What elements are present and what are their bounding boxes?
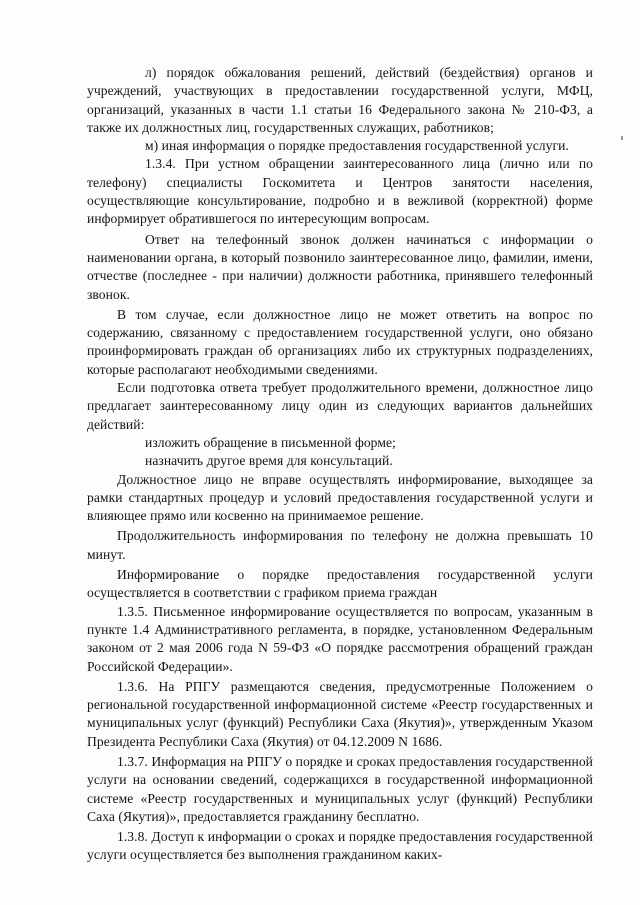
paragraph-duration: Продолжительность информирования по телефону не должна превышать 10 минут. [87,528,593,562]
paragraph-1-3-6: 1.3.6. На РПГУ размещаются сведения, предусмотренные Положением о региональной государственной информационной системе «Реестр государственных и муниципальных услуг (функций) Республики Саха (Якутия)», утвержденным Указом Президента Республики Саха (Якутия) от 04.12.2009 N 1686. [87,678,593,749]
paragraph-1-3-8: 1.3.8. Доступ к информации о сроках и порядке предоставления государственной услуги осуществляется без выполнения гражданином каких- [87,829,593,863]
paragraph-cannot-answer: В том случае, если должностное лицо не может ответить на вопрос по содержанию, связанному с предоставлением государственной услуги, оно обязано проинформировать граждан об организациях либо их структурных подразделениях, которые располагают необходимыми сведениями. [87,306,593,377]
paragraph-long-answer: Если подготовка ответа требует продолжительного времени, должностное лицо предлагает заинтересованному лицу один из следующих вариантов дальнейших действий: [87,380,593,432]
paragraph-item-m: м) иная информация о порядке предоставления государственной услуги. [145,138,569,154]
list-option-another-time: назначить другое время для консультаций. [145,453,393,469]
paragraph-item-l: л) порядок обжалования решений, действий (бездействия) органов и учреждений, участвующих в предоставлении государственной услуги, МФЦ, организаций, указанных в части 1.1 статьи 16 Федерального закона № 210-ФЗ, а также их должностных лиц, государственных служащих, работников; [87,65,593,135]
document-body [87,64,593,865]
paragraph-1-3-7: 1.3.7. Информация на РПГУ о порядке и сроках предоставления государственной услуги на основании сведений, содержащихся в государственной информационной системе «Реестр государственных и муниципальных услуг (функций) Республики Саха (Якутия)», предоставляется гражданину бесплатно. [87,753,593,824]
paragraph-restrictions: Должностное лицо не вправе осуществлять информирование, выходящее за рамки стандартных процедур и условий предоставления государственной услуги и влияющее прямо или косвенно на принимаемое решение. [87,471,593,524]
scan-artifact [621,136,623,140]
list-option-written: изложить обращение в письменной форме; [145,434,396,450]
paragraph-1-3-5: 1.3.5. Письменное информирование осуществляется по вопросам, указанным в пункте 1.4 Административного регламента, в порядке, установленном Федеральным законом от 2 мая 2006 года N 59-ФЗ «О порядке рассмотрения обращений граждан Российской Федерации». [87,603,593,674]
paragraph-phone-answer: Ответ на телефонный звонок должен начинаться с информации о наименовании органа, в который позвонило заинтересованное лицо, фамилии, имени, отчестве (последнее - при наличии) должности работника, принявшего телефонный звонок. [87,231,593,302]
paragraph-schedule: Информирование о порядке предоставления государственной услуги осуществляется в соответствии с графиком приема граждан [87,567,593,601]
paragraph-1-3-4: 1.3.4. При устном обращении заинтересованного лица (лично или по телефону) специалисты Госкомитета и Центров занятости населения, осуществляющие консультирование, подробно и в вежливой (корректной) форме информирует обратившегося по интересующим вопросам. [87,156,593,227]
